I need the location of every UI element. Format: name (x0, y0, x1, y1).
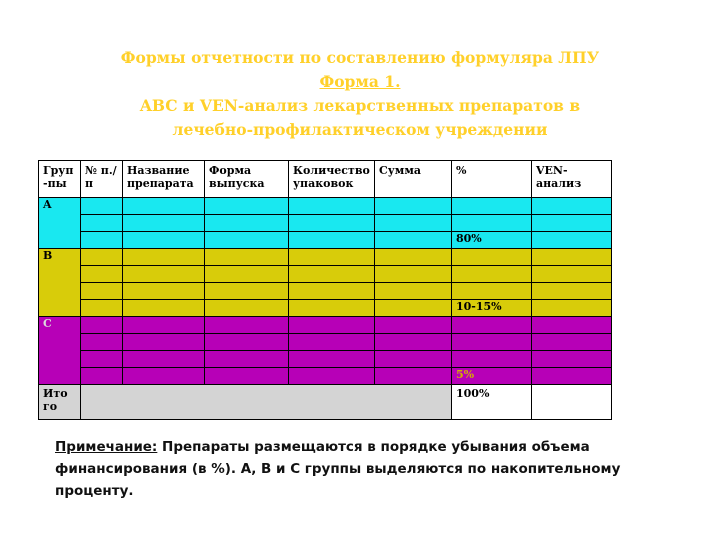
group-b-row (39, 266, 612, 283)
form-label: Форма 1. (319, 72, 401, 91)
group-b-label: B (39, 249, 81, 317)
title-line-1: Формы отчетности по составлению формуляра ЛПУ (120, 48, 600, 67)
title-line-4: лечебно-профилактическом учреждении (172, 120, 548, 139)
total-percent: 100% (452, 385, 532, 420)
note-label: Примечание: (55, 439, 158, 455)
header-row (39, 161, 612, 198)
group-a-percent: 80% (452, 232, 532, 249)
note (55, 436, 665, 502)
group-c-row (39, 334, 612, 351)
note-text: Препараты размещаются в порядке убывания объема финансирования (в %). А, В и С группы выделяются по накопительному проценту. (55, 439, 621, 499)
header-drug-name: Название препарата (123, 161, 205, 198)
header-group: Груп -пы (39, 161, 81, 198)
group-b-row (39, 300, 612, 317)
group-a-label: A (39, 198, 81, 249)
total-label: Ито го (39, 385, 81, 420)
group-c-label: C (39, 317, 81, 385)
header-ven: VEN-анализ (532, 161, 612, 198)
abc-ven-table (38, 160, 612, 420)
header-percent: % (452, 161, 532, 198)
group-c-row (39, 368, 612, 385)
header-number: № п./п (81, 161, 123, 198)
header-sum: Сумма (375, 161, 452, 198)
group-a-row (39, 232, 612, 249)
group-a-row (39, 198, 612, 215)
group-b-percent: 10-15% (452, 300, 532, 317)
header-form: Форма выпуска (205, 161, 289, 198)
total-row (39, 385, 612, 420)
group-c-percent: 5% (452, 368, 532, 385)
group-a-row (39, 215, 612, 232)
title-line-3: ABC и VEN-анализ лекарственных препаратов в (139, 96, 581, 115)
group-b-row (39, 283, 612, 300)
group-b-row (39, 249, 612, 266)
page-title (60, 46, 660, 142)
group-c-row (39, 317, 612, 334)
header-quantity: Количество упаковок (289, 161, 375, 198)
group-c-row (39, 351, 612, 368)
